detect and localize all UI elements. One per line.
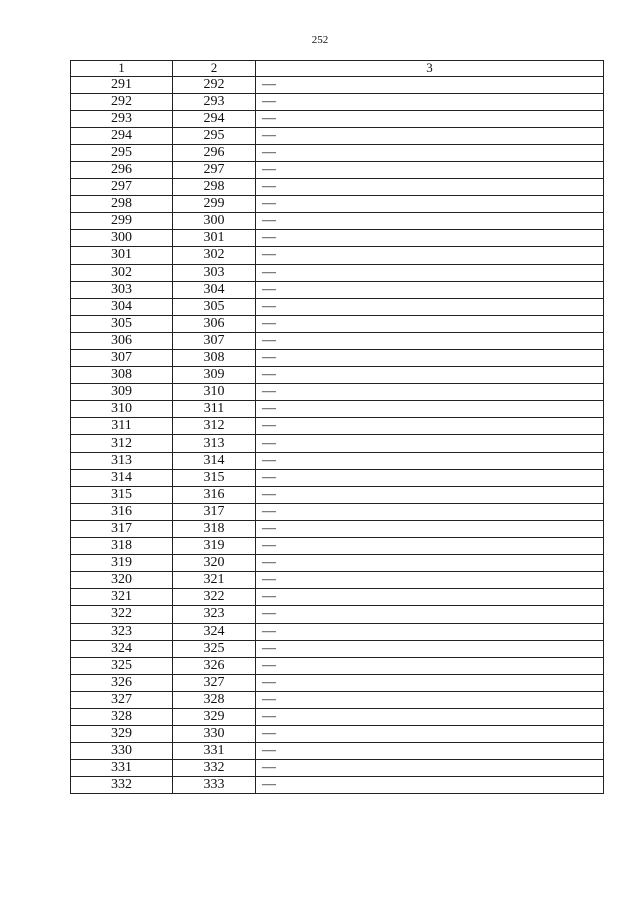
table-cell-col3: — [256, 332, 604, 349]
table-row [71, 213, 604, 230]
table-cell-col2: 319 [173, 538, 256, 555]
table-cell-col3: — [256, 520, 604, 537]
table-cell-col1: 298 [71, 196, 173, 213]
table-row [71, 777, 604, 794]
table-cell-col1: 321 [71, 589, 173, 606]
table-cell-col2: 317 [173, 503, 256, 520]
table-cell-col1: 319 [71, 555, 173, 572]
table-cell-col1: 305 [71, 315, 173, 332]
table-cell-col2: 308 [173, 350, 256, 367]
table-cell-col3: — [256, 589, 604, 606]
table-row [71, 760, 604, 777]
table-cell-col2: 305 [173, 298, 256, 315]
table-cell-col2: 316 [173, 486, 256, 503]
table-cell-col2: 304 [173, 281, 256, 298]
table-cell-col3: — [256, 743, 604, 760]
table-cell-col2: 295 [173, 127, 256, 144]
table-row [71, 572, 604, 589]
table-cell-col1: 312 [71, 435, 173, 452]
table-cell-col2: 318 [173, 520, 256, 537]
table-cell-col1: 329 [71, 726, 173, 743]
table-cell-col2: 293 [173, 93, 256, 110]
table-cell-col1: 306 [71, 332, 173, 349]
table-cell-col3: — [256, 452, 604, 469]
table-cell-col3: — [256, 367, 604, 384]
table-cell-col1: 304 [71, 298, 173, 315]
table-row [71, 589, 604, 606]
table-row [71, 247, 604, 264]
table-row [71, 674, 604, 691]
table-cell-col3: — [256, 503, 604, 520]
table-row [71, 332, 604, 349]
table-cell-col2: 294 [173, 110, 256, 127]
table-body [71, 61, 604, 794]
table-cell-col2: 297 [173, 161, 256, 178]
table-cell-col3: — [256, 572, 604, 589]
table-cell-col3: — [256, 708, 604, 725]
table-cell-col1: 326 [71, 674, 173, 691]
table-cell-col2: 309 [173, 367, 256, 384]
table-cell-col1: 303 [71, 281, 173, 298]
data-table [70, 60, 604, 794]
table-cell-col2: 301 [173, 230, 256, 247]
table-cell-col3: — [256, 213, 604, 230]
table-cell-col3: — [256, 384, 604, 401]
table-cell-col2: 298 [173, 179, 256, 196]
table-cell-col2: 300 [173, 213, 256, 230]
table-row [71, 623, 604, 640]
table-cell-col3: — [256, 555, 604, 572]
table-row [71, 179, 604, 196]
table-cell-col3: — [256, 350, 604, 367]
table-cell-col1: 310 [71, 401, 173, 418]
table-row [71, 127, 604, 144]
table-row [71, 384, 604, 401]
table-cell-col2: 321 [173, 572, 256, 589]
table-cell-col2: 313 [173, 435, 256, 452]
table-cell-col2: 307 [173, 332, 256, 349]
table-cell-col3: — [256, 127, 604, 144]
column-header-3: 3 [256, 61, 604, 77]
table-row [71, 538, 604, 555]
table-row [71, 367, 604, 384]
table-cell-col2: 322 [173, 589, 256, 606]
table-row [71, 110, 604, 127]
table-cell-col2: 329 [173, 708, 256, 725]
table-cell-col2: 312 [173, 418, 256, 435]
table-cell-col2: 327 [173, 674, 256, 691]
table-row [71, 315, 604, 332]
table-row [71, 520, 604, 537]
table-row [71, 281, 604, 298]
table-cell-col3: — [256, 435, 604, 452]
table-row [71, 161, 604, 178]
table-cell-col1: 320 [71, 572, 173, 589]
table-row [71, 691, 604, 708]
table-row [71, 726, 604, 743]
table-cell-col3: — [256, 76, 604, 93]
table-row [71, 144, 604, 161]
table-row [71, 76, 604, 93]
table-cell-col1: 316 [71, 503, 173, 520]
table-row [71, 640, 604, 657]
table-cell-col1: 292 [71, 93, 173, 110]
table-cell-col1: 324 [71, 640, 173, 657]
table-cell-col1: 311 [71, 418, 173, 435]
table-cell-col3: — [256, 760, 604, 777]
table-row [71, 657, 604, 674]
table-cell-col2: 306 [173, 315, 256, 332]
table-cell-col1: 309 [71, 384, 173, 401]
table-cell-col1: 301 [71, 247, 173, 264]
table-cell-col2: 315 [173, 469, 256, 486]
table-cell-col1: 330 [71, 743, 173, 760]
table-cell-col3: — [256, 247, 604, 264]
table-cell-col3: — [256, 315, 604, 332]
table-cell-col2: 299 [173, 196, 256, 213]
table-cell-col3: — [256, 264, 604, 281]
table-cell-col3: — [256, 418, 604, 435]
table-cell-col1: 313 [71, 452, 173, 469]
table-cell-col3: — [256, 401, 604, 418]
table-row [71, 435, 604, 452]
table-cell-col3: — [256, 196, 604, 213]
table-cell-col1: 332 [71, 777, 173, 794]
table-cell-col2: 310 [173, 384, 256, 401]
table-cell-col1: 300 [71, 230, 173, 247]
table-row [71, 503, 604, 520]
table-row [71, 452, 604, 469]
table-cell-col2: 314 [173, 452, 256, 469]
table-cell-col1: 317 [71, 520, 173, 537]
table-row [71, 555, 604, 572]
table-row [71, 93, 604, 110]
table-cell-col1: 314 [71, 469, 173, 486]
table-row [71, 264, 604, 281]
table-cell-col1: 327 [71, 691, 173, 708]
table-cell-col1: 325 [71, 657, 173, 674]
table-cell-col2: 325 [173, 640, 256, 657]
table-cell-col2: 292 [173, 76, 256, 93]
table-cell-col2: 323 [173, 606, 256, 623]
table-cell-col3: — [256, 161, 604, 178]
table-cell-col3: — [256, 144, 604, 161]
table-cell-col3: — [256, 110, 604, 127]
table-cell-col2: 302 [173, 247, 256, 264]
table-cell-col1: 291 [71, 76, 173, 93]
table-cell-col3: — [256, 298, 604, 315]
table-row [71, 469, 604, 486]
table-cell-col3: — [256, 486, 604, 503]
table-cell-col2: 328 [173, 691, 256, 708]
table-cell-col3: — [256, 179, 604, 196]
table-cell-col3: — [256, 726, 604, 743]
table-cell-col2: 333 [173, 777, 256, 794]
table-cell-col2: 324 [173, 623, 256, 640]
table-row [71, 486, 604, 503]
table-cell-col2: 330 [173, 726, 256, 743]
table-cell-col1: 318 [71, 538, 173, 555]
table-cell-col1: 315 [71, 486, 173, 503]
table-cell-col1: 299 [71, 213, 173, 230]
table-row [71, 196, 604, 213]
table-cell-col3: — [256, 640, 604, 657]
table-cell-col3: — [256, 777, 604, 794]
table-cell-col1: 307 [71, 350, 173, 367]
table-cell-col1: 293 [71, 110, 173, 127]
table-cell-col1: 328 [71, 708, 173, 725]
table-cell-col1: 302 [71, 264, 173, 281]
table-cell-col2: 296 [173, 144, 256, 161]
column-header-1: 1 [71, 61, 173, 77]
table-header-row [71, 61, 604, 77]
table-cell-col3: — [256, 230, 604, 247]
table-cell-col1: 322 [71, 606, 173, 623]
table-cell-col3: — [256, 691, 604, 708]
table-cell-col3: — [256, 281, 604, 298]
table-cell-col3: — [256, 469, 604, 486]
table-row [71, 606, 604, 623]
table-row [71, 418, 604, 435]
table-row [71, 743, 604, 760]
table-cell-col1: 297 [71, 179, 173, 196]
table-cell-col2: 311 [173, 401, 256, 418]
table-cell-col3: — [256, 623, 604, 640]
table-cell-col1: 295 [71, 144, 173, 161]
table-cell-col1: 296 [71, 161, 173, 178]
table-row [71, 708, 604, 725]
table-cell-col3: — [256, 93, 604, 110]
table-cell-col1: 308 [71, 367, 173, 384]
table-cell-col3: — [256, 657, 604, 674]
table-cell-col3: — [256, 606, 604, 623]
table-row [71, 350, 604, 367]
table-row [71, 230, 604, 247]
table-cell-col3: — [256, 674, 604, 691]
table-row [71, 401, 604, 418]
table-row [71, 298, 604, 315]
table-cell-col2: 332 [173, 760, 256, 777]
table-cell-col1: 323 [71, 623, 173, 640]
table-cell-col2: 331 [173, 743, 256, 760]
table-cell-col2: 303 [173, 264, 256, 281]
table-cell-col3: — [256, 538, 604, 555]
table-cell-col1: 331 [71, 760, 173, 777]
column-header-2: 2 [173, 61, 256, 77]
table-cell-col1: 294 [71, 127, 173, 144]
page-number: 252 [311, 34, 329, 46]
table-cell-col2: 320 [173, 555, 256, 572]
table-cell-col2: 326 [173, 657, 256, 674]
